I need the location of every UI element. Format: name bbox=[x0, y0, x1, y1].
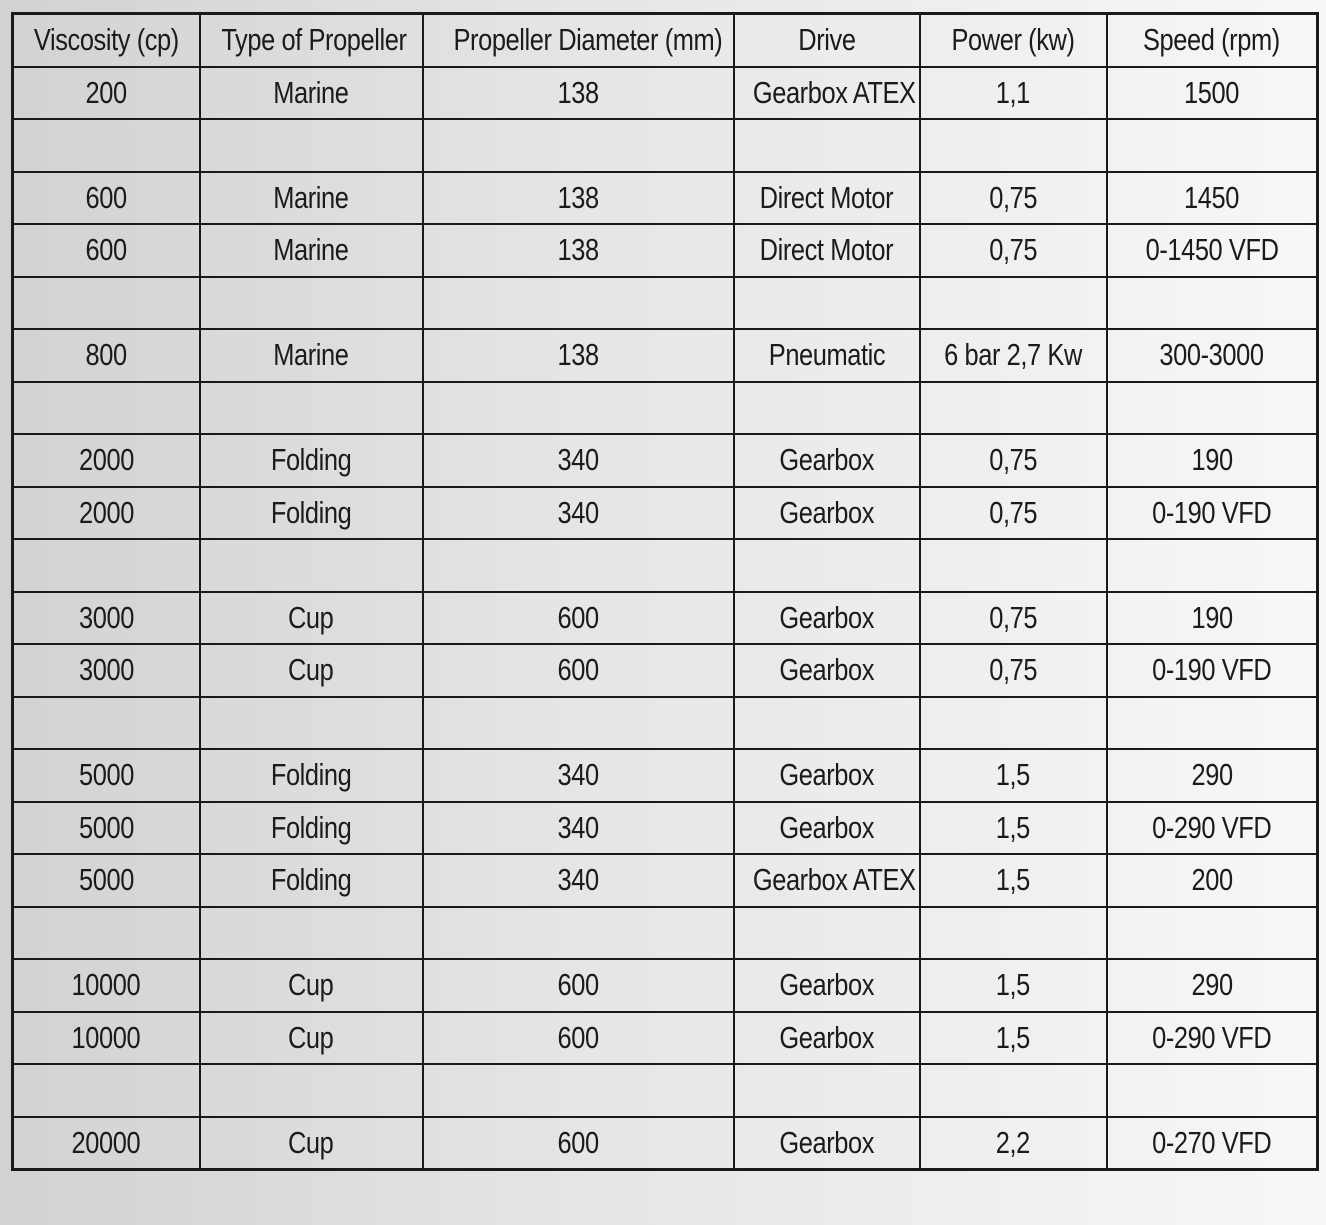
power-cell: 1,5 bbox=[920, 1012, 1107, 1065]
power-cell bbox=[920, 119, 1107, 172]
viscosity-cell bbox=[13, 1064, 200, 1117]
table-spacer-row bbox=[13, 539, 1318, 592]
table-row bbox=[13, 592, 1318, 645]
table-row bbox=[13, 644, 1318, 697]
propeller-type-cell: Cup bbox=[200, 592, 423, 645]
viscosity-cell: 10000 bbox=[13, 959, 200, 1012]
power-cell: 0,75 bbox=[920, 172, 1107, 225]
propeller-type-cell: Folding bbox=[200, 749, 423, 802]
diameter-cell: 340 bbox=[423, 749, 734, 802]
propeller-type-cell: Marine bbox=[200, 172, 423, 225]
speed-cell: 190 bbox=[1107, 434, 1318, 487]
speed-cell: 290 bbox=[1107, 749, 1318, 802]
viscosity-cell: 200 bbox=[13, 67, 200, 120]
viscosity-cell: 2000 bbox=[13, 487, 200, 540]
diameter-cell bbox=[423, 119, 734, 172]
propeller-type-cell: Marine bbox=[200, 67, 423, 120]
propeller-type-cell bbox=[200, 382, 423, 435]
table-row bbox=[13, 802, 1318, 855]
propeller-type-cell: Marine bbox=[200, 224, 423, 277]
power-cell: 0,75 bbox=[920, 487, 1107, 540]
specification-table-container bbox=[11, 12, 1316, 1171]
propeller-type-cell bbox=[200, 697, 423, 750]
propeller-type-cell: Marine bbox=[200, 329, 423, 382]
propeller-type-cell bbox=[200, 1064, 423, 1117]
drive-cell: Gearbox ATEX bbox=[734, 854, 920, 907]
table-spacer-row bbox=[13, 1064, 1318, 1117]
propeller-type-cell: Folding bbox=[200, 854, 423, 907]
diameter-cell: 600 bbox=[423, 592, 734, 645]
speed-cell: 0-290 VFD bbox=[1107, 802, 1318, 855]
speed-cell: 0-190 VFD bbox=[1107, 487, 1318, 540]
diameter-cell bbox=[423, 907, 734, 960]
viscosity-cell: 5000 bbox=[13, 802, 200, 855]
speed-cell: 0-1450 VFD bbox=[1107, 224, 1318, 277]
drive-cell bbox=[734, 277, 920, 330]
viscosity-cell bbox=[13, 119, 200, 172]
speed-cell: 300-3000 bbox=[1107, 329, 1318, 382]
diameter-cell: 600 bbox=[423, 644, 734, 697]
diameter-cell bbox=[423, 539, 734, 592]
table-spacer-row bbox=[13, 119, 1318, 172]
drive-cell: Gearbox ATEX bbox=[734, 67, 920, 120]
drive-cell: Direct Motor bbox=[734, 172, 920, 225]
header-drive: Drive bbox=[734, 14, 920, 67]
viscosity-cell: 3000 bbox=[13, 592, 200, 645]
viscosity-cell: 3000 bbox=[13, 644, 200, 697]
diameter-cell: 600 bbox=[423, 1117, 734, 1170]
drive-cell: Gearbox bbox=[734, 644, 920, 697]
drive-cell: Pneumatic bbox=[734, 329, 920, 382]
drive-cell: Gearbox bbox=[734, 487, 920, 540]
viscosity-cell bbox=[13, 697, 200, 750]
drive-cell: Gearbox bbox=[734, 434, 920, 487]
propeller-specification-table bbox=[11, 12, 1319, 1171]
diameter-cell: 340 bbox=[423, 802, 734, 855]
power-cell: 0,75 bbox=[920, 434, 1107, 487]
power-cell: 1,1 bbox=[920, 67, 1107, 120]
speed-cell: 1450 bbox=[1107, 172, 1318, 225]
power-cell bbox=[920, 907, 1107, 960]
speed-cell bbox=[1107, 119, 1318, 172]
speed-cell: 0-270 VFD bbox=[1107, 1117, 1318, 1170]
drive-cell bbox=[734, 697, 920, 750]
speed-cell: 290 bbox=[1107, 959, 1318, 1012]
viscosity-cell: 600 bbox=[13, 224, 200, 277]
table-spacer-row bbox=[13, 277, 1318, 330]
diameter-cell bbox=[423, 277, 734, 330]
speed-cell: 190 bbox=[1107, 592, 1318, 645]
speed-cell bbox=[1107, 539, 1318, 592]
power-cell: 6 bar 2,7 Kw bbox=[920, 329, 1107, 382]
propeller-type-cell: Cup bbox=[200, 959, 423, 1012]
diameter-cell: 600 bbox=[423, 959, 734, 1012]
table-row bbox=[13, 329, 1318, 382]
table-spacer-row bbox=[13, 907, 1318, 960]
drive-cell: Gearbox bbox=[734, 959, 920, 1012]
table-header-row bbox=[13, 14, 1318, 67]
propeller-type-cell bbox=[200, 539, 423, 592]
viscosity-cell bbox=[13, 907, 200, 960]
table-body bbox=[13, 67, 1318, 1170]
diameter-cell: 340 bbox=[423, 854, 734, 907]
drive-cell bbox=[734, 539, 920, 592]
drive-cell: Direct Motor bbox=[734, 224, 920, 277]
drive-cell: Gearbox bbox=[734, 802, 920, 855]
header-propeller-type: Type of Propeller bbox=[200, 14, 423, 67]
power-cell: 1,5 bbox=[920, 802, 1107, 855]
power-cell bbox=[920, 277, 1107, 330]
viscosity-cell: 10000 bbox=[13, 1012, 200, 1065]
table-row bbox=[13, 1117, 1318, 1170]
propeller-type-cell: Folding bbox=[200, 487, 423, 540]
viscosity-cell bbox=[13, 539, 200, 592]
drive-cell bbox=[734, 907, 920, 960]
diameter-cell bbox=[423, 1064, 734, 1117]
drive-cell: Gearbox bbox=[734, 1012, 920, 1065]
table-row bbox=[13, 224, 1318, 277]
power-cell: 1,5 bbox=[920, 749, 1107, 802]
drive-cell bbox=[734, 382, 920, 435]
speed-cell bbox=[1107, 907, 1318, 960]
viscosity-cell: 20000 bbox=[13, 1117, 200, 1170]
propeller-type-cell: Folding bbox=[200, 434, 423, 487]
drive-cell: Gearbox bbox=[734, 1117, 920, 1170]
table-row bbox=[13, 854, 1318, 907]
propeller-type-cell bbox=[200, 907, 423, 960]
table-row bbox=[13, 749, 1318, 802]
viscosity-cell: 5000 bbox=[13, 749, 200, 802]
power-cell: 1,5 bbox=[920, 854, 1107, 907]
table-row bbox=[13, 172, 1318, 225]
power-cell bbox=[920, 697, 1107, 750]
speed-cell bbox=[1107, 1064, 1318, 1117]
diameter-cell: 138 bbox=[423, 224, 734, 277]
table-row bbox=[13, 487, 1318, 540]
power-cell: 0,75 bbox=[920, 224, 1107, 277]
header-speed: Speed (rpm) bbox=[1107, 14, 1318, 67]
speed-cell bbox=[1107, 382, 1318, 435]
viscosity-cell bbox=[13, 277, 200, 330]
power-cell: 2,2 bbox=[920, 1117, 1107, 1170]
viscosity-cell: 5000 bbox=[13, 854, 200, 907]
diameter-cell: 138 bbox=[423, 329, 734, 382]
drive-cell bbox=[734, 119, 920, 172]
speed-cell bbox=[1107, 277, 1318, 330]
diameter-cell: 600 bbox=[423, 1012, 734, 1065]
power-cell: 0,75 bbox=[920, 592, 1107, 645]
speed-cell: 0-190 VFD bbox=[1107, 644, 1318, 697]
diameter-cell: 340 bbox=[423, 487, 734, 540]
diameter-cell: 138 bbox=[423, 172, 734, 225]
power-cell bbox=[920, 539, 1107, 592]
table-row bbox=[13, 1012, 1318, 1065]
power-cell bbox=[920, 1064, 1107, 1117]
speed-cell: 200 bbox=[1107, 854, 1318, 907]
drive-cell: Gearbox bbox=[734, 749, 920, 802]
speed-cell: 1500 bbox=[1107, 67, 1318, 120]
speed-cell bbox=[1107, 697, 1318, 750]
power-cell: 0,75 bbox=[920, 644, 1107, 697]
diameter-cell: 138 bbox=[423, 67, 734, 120]
table-spacer-row bbox=[13, 382, 1318, 435]
speed-cell: 0-290 VFD bbox=[1107, 1012, 1318, 1065]
viscosity-cell: 800 bbox=[13, 329, 200, 382]
propeller-type-cell: Cup bbox=[200, 1117, 423, 1170]
table-row bbox=[13, 959, 1318, 1012]
header-power: Power (kw) bbox=[920, 14, 1107, 67]
diameter-cell bbox=[423, 697, 734, 750]
table-row bbox=[13, 434, 1318, 487]
viscosity-cell: 2000 bbox=[13, 434, 200, 487]
diameter-cell bbox=[423, 382, 734, 435]
header-propeller-diameter: Propeller Diameter (mm) bbox=[423, 14, 734, 67]
propeller-type-cell: Cup bbox=[200, 644, 423, 697]
table-row bbox=[13, 67, 1318, 120]
drive-cell: Gearbox bbox=[734, 592, 920, 645]
drive-cell bbox=[734, 1064, 920, 1117]
header-viscosity: Viscosity (cp) bbox=[13, 14, 200, 67]
propeller-type-cell bbox=[200, 277, 423, 330]
propeller-type-cell: Folding bbox=[200, 802, 423, 855]
diameter-cell: 340 bbox=[423, 434, 734, 487]
propeller-type-cell: Cup bbox=[200, 1012, 423, 1065]
viscosity-cell: 600 bbox=[13, 172, 200, 225]
propeller-type-cell bbox=[200, 119, 423, 172]
viscosity-cell bbox=[13, 382, 200, 435]
power-cell: 1,5 bbox=[920, 959, 1107, 1012]
power-cell bbox=[920, 382, 1107, 435]
table-spacer-row bbox=[13, 697, 1318, 750]
